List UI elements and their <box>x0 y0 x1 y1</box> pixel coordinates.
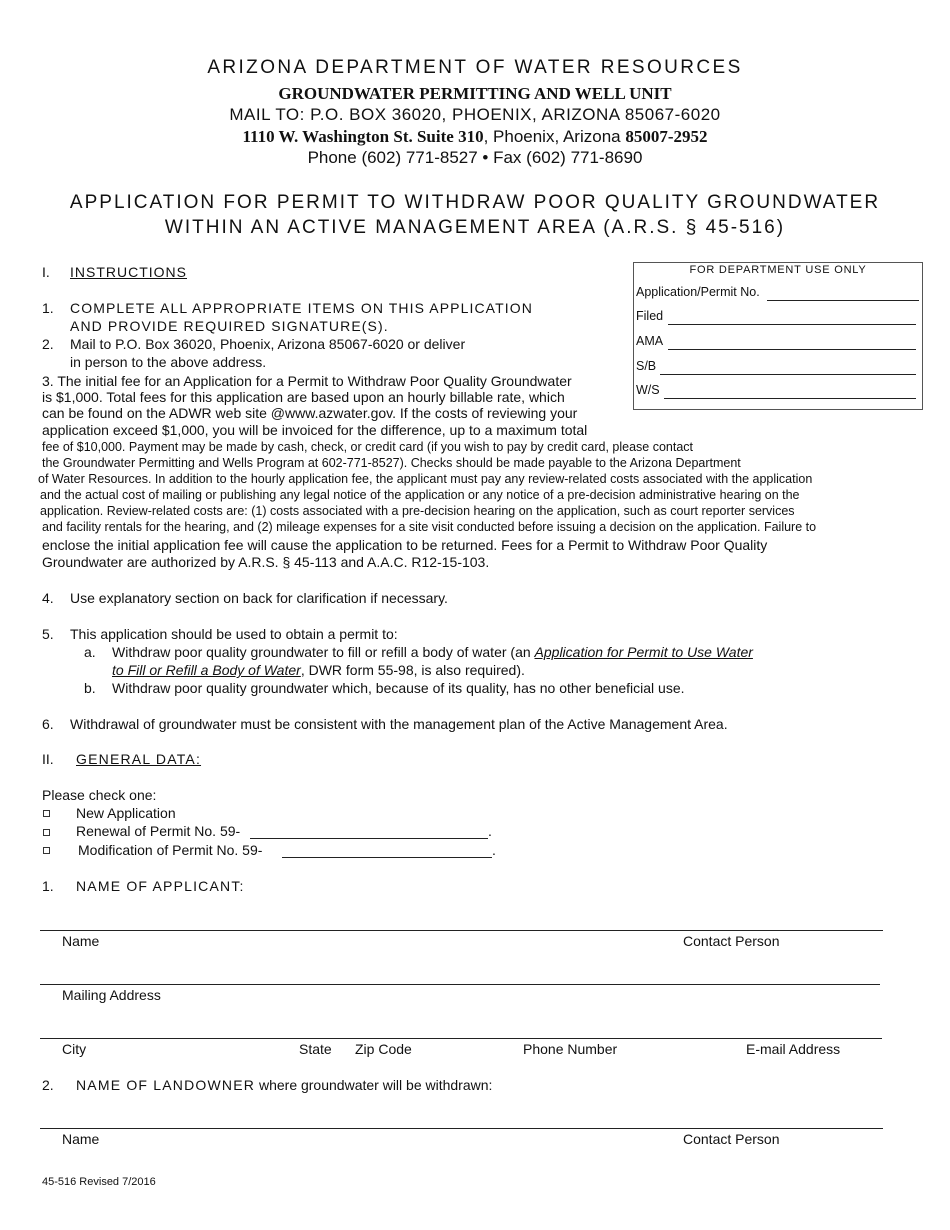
instruction-6-number: 6. <box>42 716 54 732</box>
section-i-number: I. <box>42 264 50 280</box>
instruction-3-line: application. Review-related costs are: (1) costs associated with a pre-decision hearing on the application, such as court reporter services <box>40 504 795 518</box>
landowner-title <box>76 1077 492 1093</box>
instruction-3-line: Groundwater are authorized by A.R.S. § 45-113 and A.A.C. R12-15-103. <box>42 554 490 570</box>
renewal-period: . <box>488 823 492 839</box>
mail-to-address: MAIL TO: P.O. BOX 36020, PHOENIX, ARIZONA 85067-6020 <box>229 105 721 124</box>
modification-permit-no-line[interactable] <box>282 857 492 858</box>
permit-no-line[interactable] <box>767 300 919 301</box>
applicant-city-line[interactable] <box>40 1038 882 1039</box>
ws-line[interactable] <box>664 398 916 399</box>
zip-code: 85007-2952 <box>625 127 708 146</box>
check-prompt: Please check one: <box>42 787 157 803</box>
new-application-label: New Application <box>76 805 176 821</box>
ama-line[interactable] <box>668 349 916 350</box>
instruction-5-text: This application should be used to obtain a permit to: <box>70 626 398 642</box>
agency-name: ARIZONA DEPARTMENT OF WATER RESOURCES <box>207 57 743 78</box>
dept-field-filed: Filed <box>636 309 664 323</box>
street-line: 1110 W. Washington St. Suite 310 <box>242 127 484 146</box>
applicant-email-label: E-mail Address <box>746 1041 841 1057</box>
instruction-5a-letter: a. <box>84 644 96 660</box>
applicant-number: 1. <box>42 878 54 894</box>
landowner-contact-label: Contact Person <box>683 1131 780 1147</box>
instruction-6-text: Withdrawal of groundwater must be consistent with the management plan of the Active Management Area. <box>70 716 728 732</box>
instruction-3-line: and facility rentals for the hearing, and (2) mileage expenses for a site visit conducted before issuing a decision on the application. Failure to <box>42 520 817 534</box>
applicant-zip-label: Zip Code <box>355 1041 412 1057</box>
applicant-phone-label: Phone Number <box>523 1041 618 1057</box>
applicant-mailing-line[interactable] <box>40 984 880 985</box>
instruction-3-line: the Groundwater Permitting and Wells Program at 602-771-8527). Checks should be made payable to the Arizona Department <box>42 456 741 470</box>
dept-field-permit-no: Application/Permit No. <box>636 285 760 299</box>
instruction-1-line2: AND PROVIDE REQUIRED SIGNATURE(S). <box>70 318 389 334</box>
applicant-state-label: State <box>299 1041 332 1057</box>
modification-period: . <box>492 842 496 858</box>
landowner-suffix: where groundwater will be withdrawn: <box>255 1077 493 1093</box>
instruction-5a-line2 <box>112 662 525 678</box>
section-i-title: INSTRUCTIONS <box>70 264 187 280</box>
instruction-5-number: 5. <box>42 626 54 642</box>
revision-note: 45-516 Revised 7/2016 <box>42 1176 156 1188</box>
instruction-5b-letter: b. <box>84 680 96 696</box>
instruction-3-line: of Water Resources. In addition to the hourly application fee, the applicant must pay any review-related costs associated with the application <box>38 472 813 486</box>
dept-box-heading: FOR DEPARTMENT USE ONLY <box>689 264 867 276</box>
instruction-5a-line1 <box>112 644 753 660</box>
city-line: , Phoenix, Arizona <box>483 127 626 146</box>
instruction-5b-text: Withdraw poor quality groundwater which, because of its quality, has no other beneficial use. <box>112 680 685 696</box>
modification-checkbox[interactable] <box>43 847 50 854</box>
instruction-5a-suffix: , DWR form 55-98, is also required). <box>300 662 525 678</box>
instruction-2-line1: Mail to P.O. Box 36020, Phoenix, Arizona 85067-6020 or deliver <box>70 336 466 352</box>
applicant-city-label: City <box>62 1041 87 1057</box>
instruction-1-number: 1. <box>42 300 54 316</box>
landowner-name-label: Name <box>62 1131 100 1147</box>
new-application-checkbox[interactable] <box>43 810 50 817</box>
modification-label: Modification of Permit No. 59- <box>78 842 263 858</box>
landowner-name-line[interactable] <box>40 1128 883 1129</box>
form-title-line2: WITHIN AN ACTIVE MANAGEMENT AREA (A.R.S. § 45-516) <box>164 217 786 238</box>
applicant-title: NAME OF APPLICANT: <box>76 878 245 894</box>
instruction-4-text: Use explanatory section on back for clarification if necessary. <box>70 590 448 606</box>
landowner-heading: NAME OF LANDOWNER <box>76 1077 256 1093</box>
instruction-2-number: 2. <box>42 336 54 352</box>
applicant-mailing-label: Mailing Address <box>62 987 161 1003</box>
section-ii-title: GENERAL DATA: <box>76 751 202 767</box>
dept-field-ama: AMA <box>636 334 664 348</box>
instruction-3-line: enclose the initial application fee will cause the application to be returned. Fees for a Permit to Withdraw Poor Quality <box>42 537 768 553</box>
instruction-2-line2: in person to the above address. <box>70 354 267 370</box>
form-55-98-link[interactable]: Application for Permit to Use Water <box>534 644 753 660</box>
instruction-3-line: is $1,000. Total fees for this application are based upon an hourly billable rate, which <box>42 389 565 405</box>
instruction-3-line: fee of $10,000. Payment may be made by cash, check, or credit card (if you wish to pay by credit card, please contact <box>42 440 694 454</box>
street-address <box>0 127 950 147</box>
applicant-contact-label: Contact Person <box>683 933 780 949</box>
instruction-3-line: application exceed $1,000, you will be invoiced for the difference, up to a maximum total <box>42 422 588 438</box>
applicant-name-line[interactable] <box>40 930 883 931</box>
applicant-name-label: Name <box>62 933 100 949</box>
unit-name: GROUNDWATER PERMITTING AND WELL UNIT <box>278 84 672 103</box>
form-title-line1: APPLICATION FOR PERMIT TO WITHDRAW POOR QUALITY GROUNDWATER <box>69 192 881 213</box>
instruction-3-line: 3. The initial fee for an Application for a Permit to Withdraw Poor Quality Groundwater <box>42 373 572 389</box>
renewal-checkbox[interactable] <box>43 829 50 836</box>
phone-fax: Phone (602) 771-8527 • Fax (602) 771-8690 <box>307 148 643 167</box>
form-55-98-link-cont[interactable]: to Fill or Refill a Body of Water <box>112 662 301 678</box>
instruction-4-number: 4. <box>42 590 54 606</box>
section-ii-number: II. <box>42 751 54 767</box>
sb-line[interactable] <box>660 374 916 375</box>
landowner-number: 2. <box>42 1077 54 1093</box>
instruction-5a-text: Withdraw poor quality groundwater to fill or refill a body of water (an <box>112 644 535 660</box>
renewal-label: Renewal of Permit No. 59- <box>76 823 241 839</box>
filed-line[interactable] <box>668 324 916 325</box>
department-use-box <box>633 262 923 410</box>
instruction-3-line: and the actual cost of mailing or publishing any legal notice of the application or any notice of a pre-decision administrative hearing on the <box>40 488 800 502</box>
renewal-permit-no-line[interactable] <box>250 838 488 839</box>
instruction-1-line1: COMPLETE ALL APPROPRIATE ITEMS ON THIS APPLICATION <box>70 300 533 316</box>
dept-field-sb: S/B <box>636 359 657 373</box>
dept-field-ws: W/S <box>636 383 660 397</box>
instruction-3-line: can be found on the ADWR web site @www.azwater.gov. If the costs of reviewing your <box>42 405 578 421</box>
